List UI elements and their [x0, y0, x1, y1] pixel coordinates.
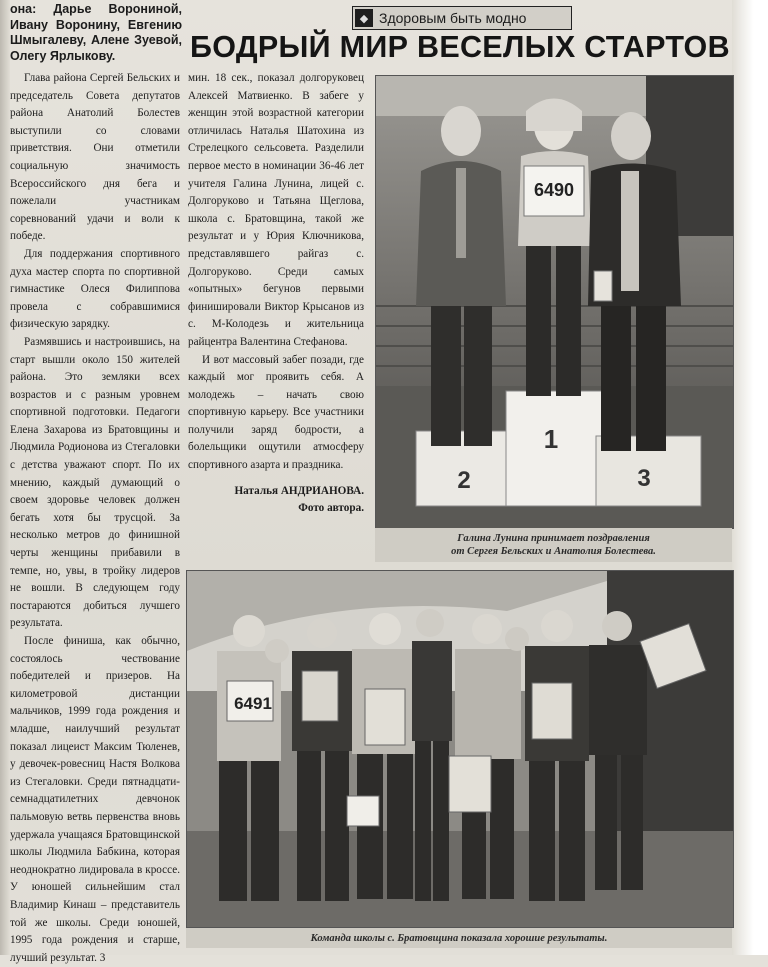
podium-number-2: 2: [457, 467, 471, 494]
rubric-label: Здоровым быть модно: [379, 10, 527, 26]
team-photo: [186, 570, 734, 928]
caption-line-1: Галина Лунина принимает поздравления: [457, 533, 650, 544]
spacer: [188, 475, 364, 483]
author-byline: Наталья АНДРИАНОВА.: [234, 484, 364, 497]
podium-photo: [375, 75, 734, 529]
text-column-2: [188, 70, 364, 518]
text-column-1: [10, 70, 180, 967]
rubric-banner: [352, 6, 572, 30]
team-runner-bib: 6491: [234, 694, 272, 713]
podium-number-3: 3: [637, 465, 651, 492]
page-left-edge: [0, 0, 10, 955]
paragraph: Для поддержания спортивного духа мастер спорта по спортивной гимнастике Олеся Филиппова провела с собравшимися физическую зарядку.: [10, 247, 180, 331]
page-right-edge: [732, 0, 768, 955]
podium-photo-caption: [375, 528, 732, 562]
runner-bib: 6490: [533, 180, 575, 200]
podium-number-1: 1: [543, 424, 559, 454]
paragraph: мин. 18 сек., показал долгоруковец Алексей Матвиенко. В забеге у женщин этой возрастной категории отличилась Наталья Шатохина из Стрелецкого сельсовета. Разделили первое место в номинации 36-46 лет учителя Галина Лунина, лицей с. Долгоруково и Татьяна Щеглова, школа с. Братовщина, такой же результат и у Юрия Ключникова, представлявшего райгаз с. Долгоруково. Среди самых «опытных» бегунов первыми финишировали Виктор Крысанов из с. М-Колодезь и жительница райцентра Валентина Стефанова.: [188, 72, 364, 348]
paragraph: Глава района Сергей Бельских и председатель Совета депутатов района Анатолий Болестев выступили со словами приветствия. Они отметили социальную значимость Всероссийского дня бега и пожелали участникам соревнований удачи и воли к победе.: [10, 72, 180, 243]
team-photo-caption: Команда школы с. Братовщина показала хорошие результаты.: [186, 928, 732, 948]
photo-credit: Фото автора.: [298, 502, 364, 515]
paragraph: И вот массовый забег позади, где каждый мог проявить себя. А молодежь – начать свою спортивную карьеру. Все участники получили заряд бодрости, а болельщики ощутили атмосферу спортивного азарта и праздника.: [188, 353, 364, 472]
article-headline: БОДРЫЙ МИР ВЕСЕЛЫХ СТАРТОВ: [190, 30, 730, 64]
previous-article-ending: она: Дарье Ворониной, Ивану Воронину, Евгению Шмыгалеву, Алене Зуевой, Олегу Ярлыкову.: [10, 2, 182, 63]
paragraph: Размявшись и настроившись, на старт вышли около 150 жителей района. Это земляки всех возрастов и с разным уровнем спортивной подготовки. Педагоги Елена Захарова из Братовщины и Людмила Родионова из Стегаловки с детства уважают спорт. По их мнению, каждый думающий о своем здоровье человек должен бегать хотя бы трусцой. За несколько метров до финишной черты женщины прибавили в темпе, но, увы, в тройку лидеров не вошли. В следующем году постараются добиться лучшего результата.: [10, 335, 180, 630]
paragraph: После финиша, как обычно, состоялось чествование победителей и призеров. На километровой дистанции мальчиков, 1999 года рождения и младше, наилучший результат показал лицеист Максим Тюленев, у девочек-ровесниц Настя Волкова из Стегаловки. Среди пятнадцати-семнадцатилетних девчонок пальмовую ветвь первенства вновь удержала учащаяся Братовщинской школы Людмила Бабкина, которая неоднократно лидировала в кроссе. У юношей сильнейшим стал Владимир Кинаш – представитель той же школы. Среди юношей, 1995 года рождения и старше, лучший результат. 3: [10, 635, 180, 964]
caption-line-2: от Сергея Бельских и Анатолия Болестева.: [451, 546, 656, 557]
diamond-icon: ◆: [355, 9, 373, 27]
